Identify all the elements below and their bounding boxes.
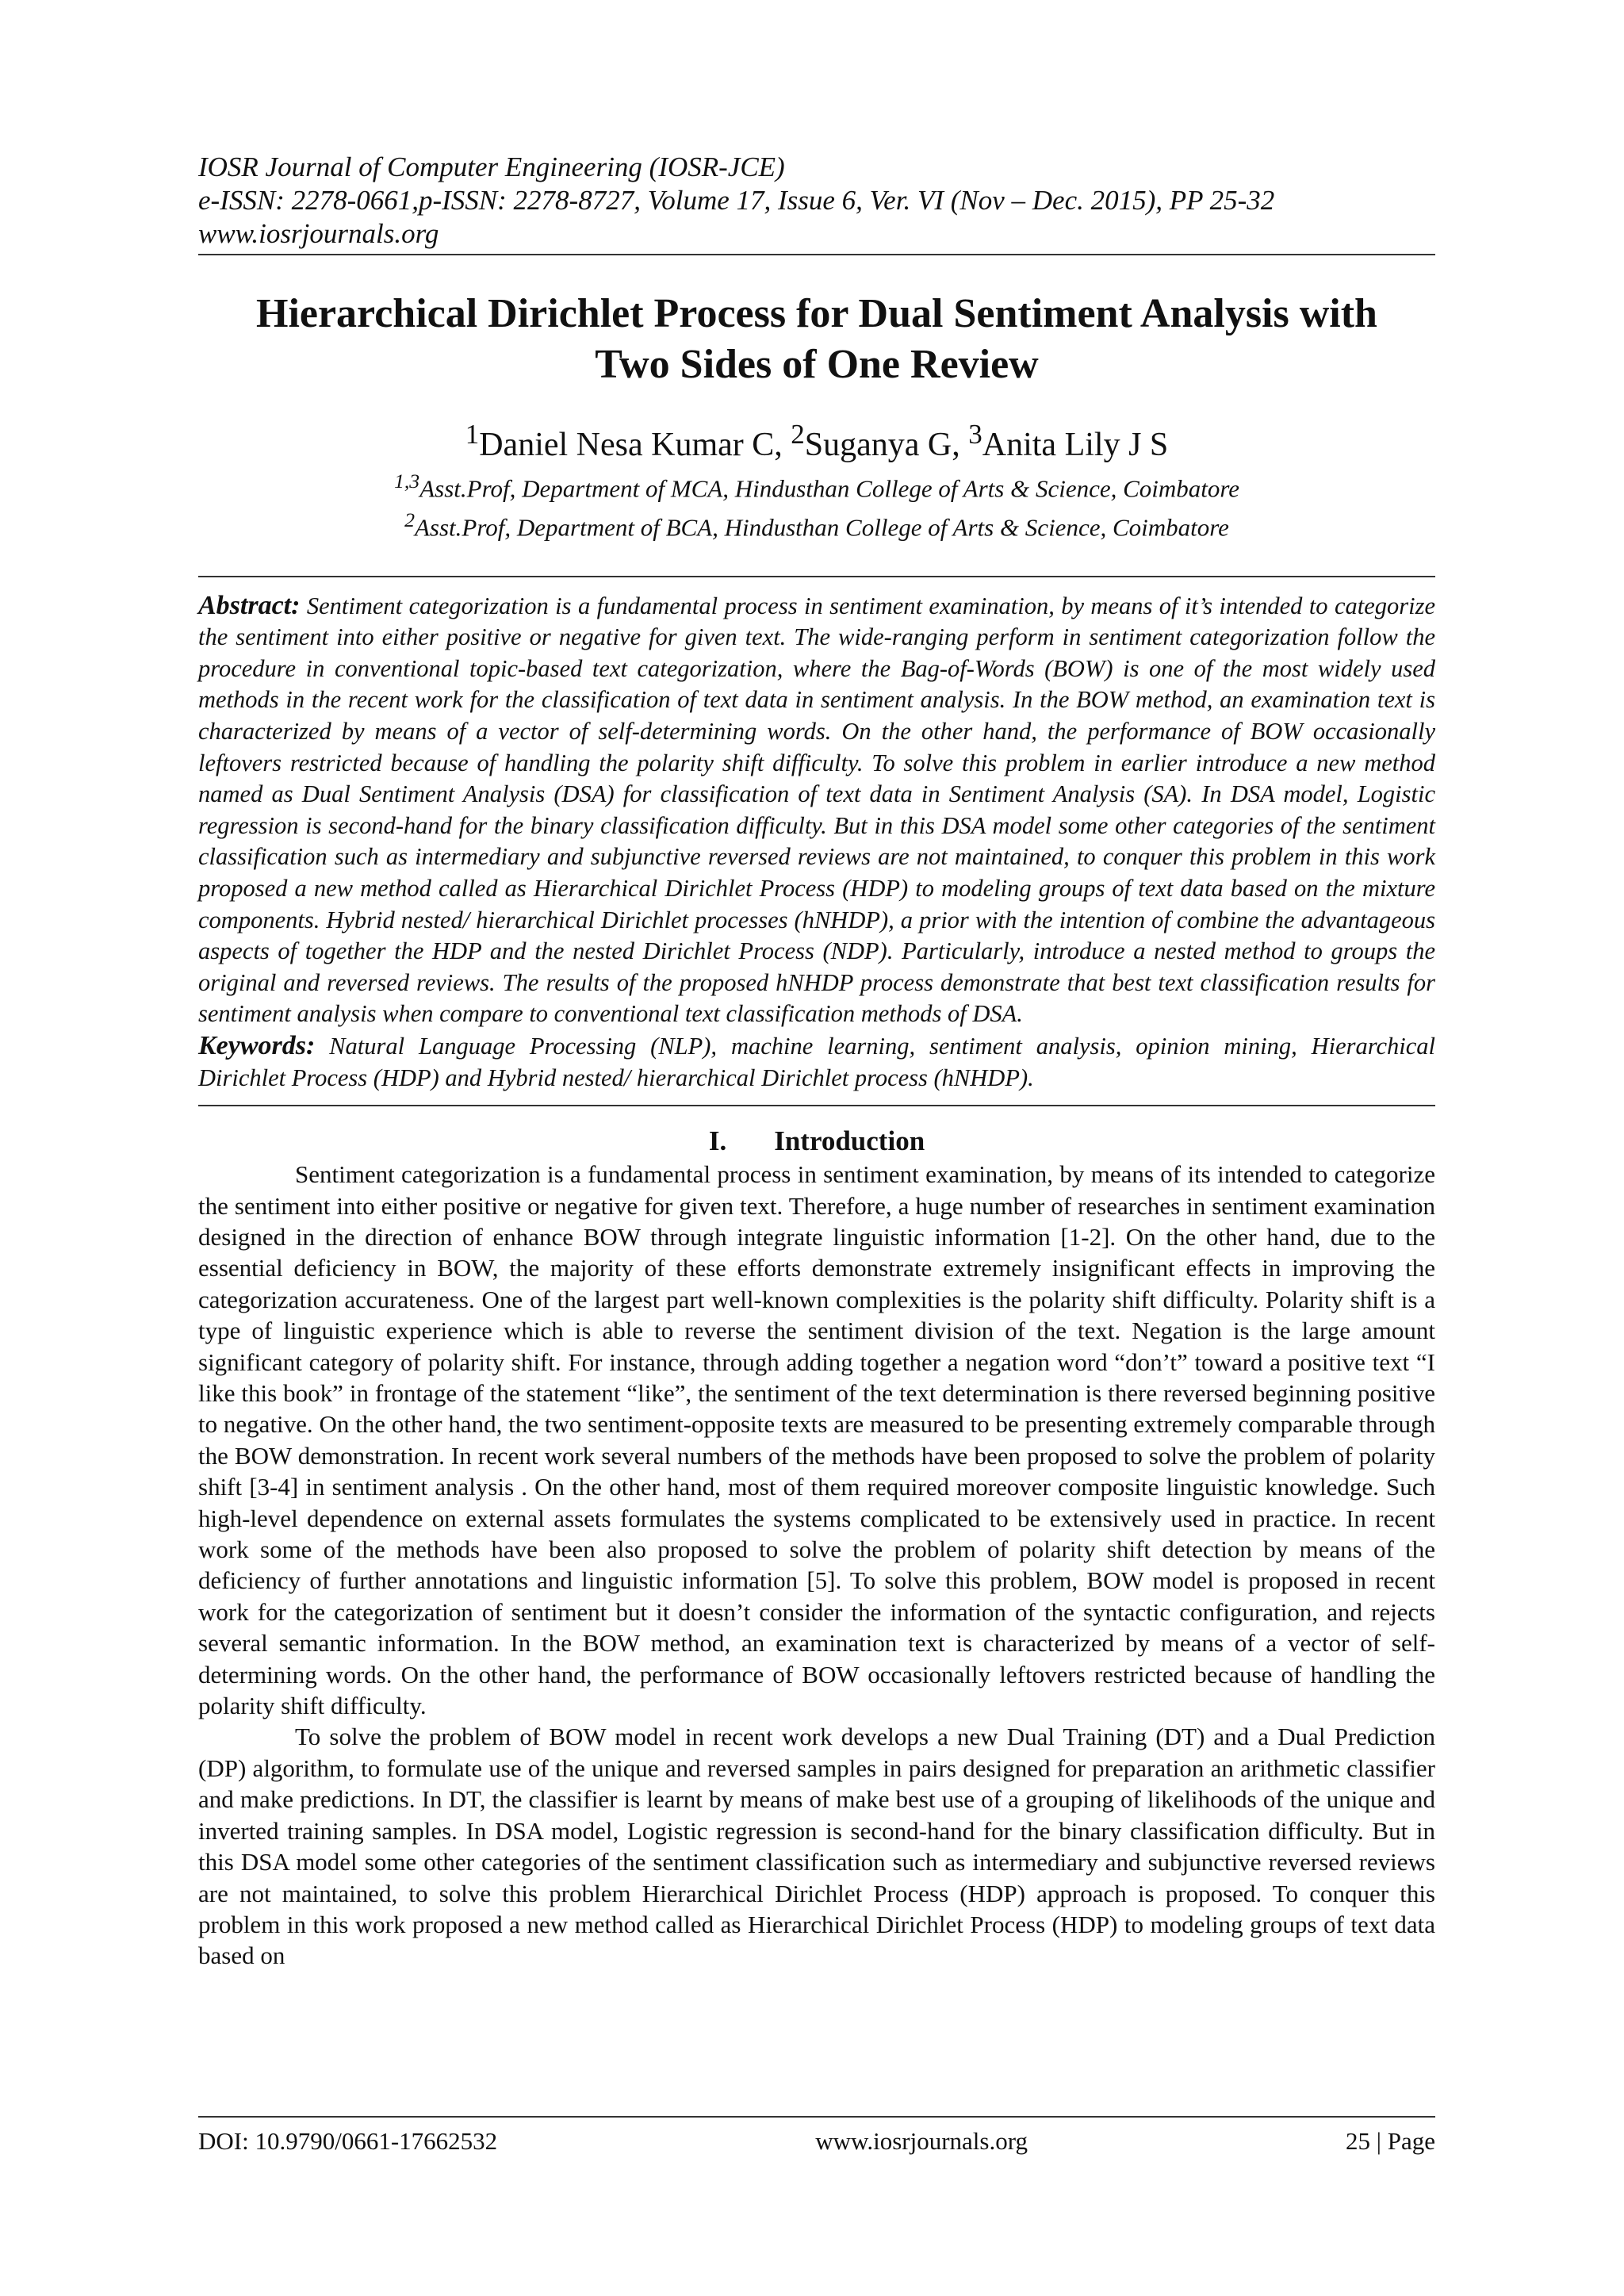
abstract-label: Abstract:: [198, 590, 301, 620]
keywords-text: Natural Language Processing (NLP), machine learning, sentiment analysis, opinion mining, Hierarchical Dirichlet Process (HDP) and Hybrid nested/ hierarchical Dirichlet process (hNHDP).: [198, 1032, 1436, 1091]
section-title: Introduction: [774, 1125, 925, 1157]
author-name: Suganya G,: [804, 427, 969, 463]
footer-site[interactable]: www.iosrjournals.org: [815, 2127, 1028, 2155]
header-rule: [198, 254, 1435, 255]
journal-name: IOSR Journal of Computer Engineering (IOSR-JCE): [198, 151, 785, 182]
keywords-label: Keywords:: [198, 1030, 316, 1060]
author-sup: 2: [791, 419, 805, 450]
affiliation: [198, 504, 1435, 543]
affiliation-sup: 1,3: [393, 470, 420, 493]
affiliation-text: Asst.Prof, Department of BCA, Hindusthan College of Arts & Science, Coimbatore: [414, 513, 1229, 542]
paper-page: [198, 151, 1435, 1972]
section-number: I.: [708, 1125, 727, 1157]
author-name: Daniel Nesa Kumar C,: [479, 427, 791, 463]
abstract-text: Sentiment categorization is a fundamental process in sentiment examination, by means of it’s intended to categorize the sentiment into either positive or negative for given text. The wide-ranging perform in sentiment categorization follow the procedure in conventional topic-based text categorization, where the Bag-of-Words (BOW) is one of the most widely used methods in the recent work for the classification of text data in sentiment analysis. In the BOW method, an examination text is characterized by means of a vector of self-determining words. On the other hand, the performance of BOW occasionally leftovers restricted because of handling the polarity shift difficulty. To solve this problem in earlier introduce a new method named as Dual Sentiment Analysis (DSA) for classification of text data in Sentiment Analysis (SA). In DSA model, Logistic regression is second-hand for the binary classification difficulty. But in this DSA model some other categories of the sentiment classification such as intermediary and subjunctive reversed reviews are not maintained, to conquer this problem in this work proposed a new method called as Hierarchical Dirichlet Process (HDP) to modeling groups of text data based on the mixture components. Hybrid nested/ hierarchical Dirichlet processes (hNHDP), a prior with the intention of combine the advantageous aspects of together the HDP and the nested Dirichlet Process (NDP). Particularly, introduce a nested method to groups the original and reversed reviews. The results of the proposed hNHDP process demonstrate that best text classification results for sentiment analysis when compare to conventional text classification methods of DSA.: [198, 592, 1436, 1028]
paragraph: Sentiment categorization is a fundamental process in sentiment examination, by means of its intended to categorize the sentiment into either positive or negative for given text. Therefore, a huge number of researches in sentiment examination designed in the direction of enhance BOW through integrate linguistic information [1-2]. On the other hand, due to the essential deficiency in BOW, the majority of these efforts demonstrate extremely insignificant effects in improving the categorization accurateness. One of the largest part well-known complexities is the polarity shift difficulty. Polarity shift is a type of linguistic experience which is able to reverse the sentiment division of the text. Negation is the large amount significant category of polarity shift. For instance, through adding together a negation word “don’t” toward a positive text “I like this book” in frontage of the statement “like”, the sentiment of the text determination is there reversed beginning positive to negative. On the other hand, the two sentiment-opposite texts are measured to be presenting extremely comparable through the BOW demonstration. In recent work several numbers of the methods have been proposed to solve the problem of polarity shift [3-4] in sentiment analysis . On the other hand, most of them required moreover composite linguistic knowledge. Such high-level dependence on external assets formulates the systems complicated to be extensively used in practice. In recent work some of the methods have been also proposed to solve the problem of polarity shift detection by means of the deficiency of further annotations and linguistic information [5]. To solve this problem, BOW model is proposed in recent work for the categorization of sentiment but it doesn’t consider the information of the syntactic configuration, and rejects several semantic information. In the BOW method, an examination text is characterized by means of a vector of self-determining words. On the other hand, the performance of BOW occasionally leftovers restricted because of handling the polarity shift difficulty.: [198, 1160, 1435, 1720]
abstract-box: [198, 576, 1435, 1107]
author-sup: 1: [465, 419, 480, 450]
page-footer: [198, 2116, 1435, 2156]
title-line-1: Hierarchical Dirichlet Process for Dual Sentiment Analysis with: [256, 291, 1377, 336]
paragraph: To solve the problem of BOW model in recent work develops a new Dual Training (DT) and a Dual Prediction (DP) algorithm, to formulate use of the unique and reversed samples in pairs designed for preparation an arithmetic classifier and make predictions. In DT, the classifier is learnt by means of make best use of a grouping of likelihoods of the unique and inverted training samples. In DSA model, Logistic regression is second-hand for the binary classification difficulty. But in this DSA model some other categories of the sentiment classification such as intermediary and subjunctive reversed reviews are not maintained, to solve this problem Hierarchical Dirichlet Process (HDP) approach is proposed. To conquer this problem in this work proposed a new method called as Hierarchical Dirichlet Process (HDP) to modeling groups of text data based on: [198, 1723, 1435, 1970]
abstract: [198, 590, 1435, 1030]
author-list: [198, 414, 1435, 466]
author-name: Anita Lily J S: [982, 427, 1169, 463]
journal-issn: e-ISSN: 2278-0661,p-ISSN: 2278-8727, Volume 17, Issue 6, Ver. VI (Nov – Dec. 2015), PP 25-32: [198, 185, 1275, 216]
keywords: [198, 1030, 1435, 1094]
journal-header: [198, 151, 1435, 251]
section-body: [198, 1159, 1435, 1972]
affiliation-sup: 2: [404, 508, 415, 532]
footer-doi: DOI: 10.9790/0661-17662532: [198, 2127, 498, 2155]
author-sup: 3: [968, 419, 982, 450]
paper-title: [198, 289, 1435, 390]
affiliation-text: Asst.Prof, Department of MCA, Hindusthan College of Arts & Science, Coimbatore: [419, 474, 1240, 503]
journal-url[interactable]: www.iosrjournals.org: [198, 218, 439, 249]
section-heading: [198, 1124, 1435, 1159]
affiliation: [198, 466, 1435, 504]
title-line-2: Two Sides of One Review: [595, 342, 1039, 387]
footer-page-number: 25 | Page: [1346, 2127, 1435, 2155]
